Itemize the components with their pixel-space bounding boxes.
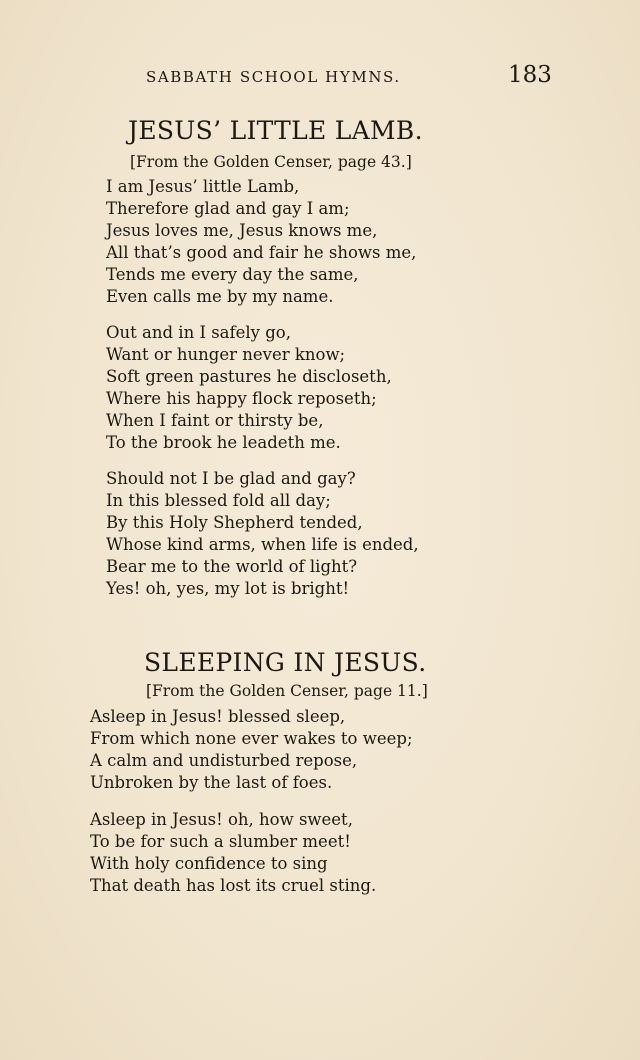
- hymn-title: JESUS’ LITTLE LAMB.: [128, 116, 423, 145]
- verse-line: Jesus loves me, Jesus knows me,: [106, 221, 378, 240]
- verse-line: By this Holy Shepherd tended,: [106, 513, 363, 532]
- verse-line: Where his happy flock reposeth;: [106, 389, 377, 408]
- hymn-source: [From the Golden Censer, page 11.]: [146, 682, 428, 700]
- running-head: [0, 62, 640, 92]
- verse-line: Tends me every day the same,: [106, 265, 359, 284]
- verse-line: I am Jesus’ little Lamb,: [106, 177, 300, 196]
- verse-line: All that’s good and fair he shows me,: [106, 243, 417, 262]
- verse-line: In this blessed fold all day;: [106, 491, 331, 510]
- verse-line: Out and in I safely go,: [106, 323, 291, 342]
- verse-line: Asleep in Jesus! blessed sleep,: [90, 707, 346, 726]
- verse-line: Should not I be glad and gay?: [106, 469, 356, 488]
- hymn-title: SLEEPING IN JESUS.: [144, 648, 427, 677]
- running-title: SABBATH SCHOOL HYMNS.: [146, 68, 401, 86]
- verse-line: With holy confidence to sing: [90, 854, 328, 873]
- page-number: 183: [508, 62, 552, 88]
- hymn-source: [From the Golden Censer, page 43.]: [130, 153, 412, 171]
- verse-line: Yes! oh, yes, my lot is bright!: [106, 579, 350, 598]
- verse-line: When I faint or thirsty be,: [106, 411, 324, 430]
- verse-line: From which none ever wakes to weep;: [90, 729, 413, 748]
- verse-line: That death has lost its cruel sting.: [90, 876, 377, 895]
- verse-line: Therefore glad and gay I am;: [106, 199, 350, 218]
- verse-line: Bear me to the world of light?: [106, 557, 358, 576]
- verse-line: To the brook he leadeth me.: [106, 433, 341, 452]
- verse-line: Unbroken by the last of foes.: [90, 773, 333, 792]
- verse-line: Asleep in Jesus! oh, how sweet,: [90, 810, 353, 829]
- verse-line: Want or hunger never know;: [106, 345, 346, 364]
- verse-line: A calm and undisturbed repose,: [90, 751, 358, 770]
- verse-line: Soft green pastures he discloseth,: [106, 367, 392, 386]
- verse-line: Whose kind arms, when life is ended,: [106, 535, 419, 554]
- verse-line: Even calls me by my name.: [106, 287, 334, 306]
- verse-line: To be for such a slumber meet!: [90, 832, 351, 851]
